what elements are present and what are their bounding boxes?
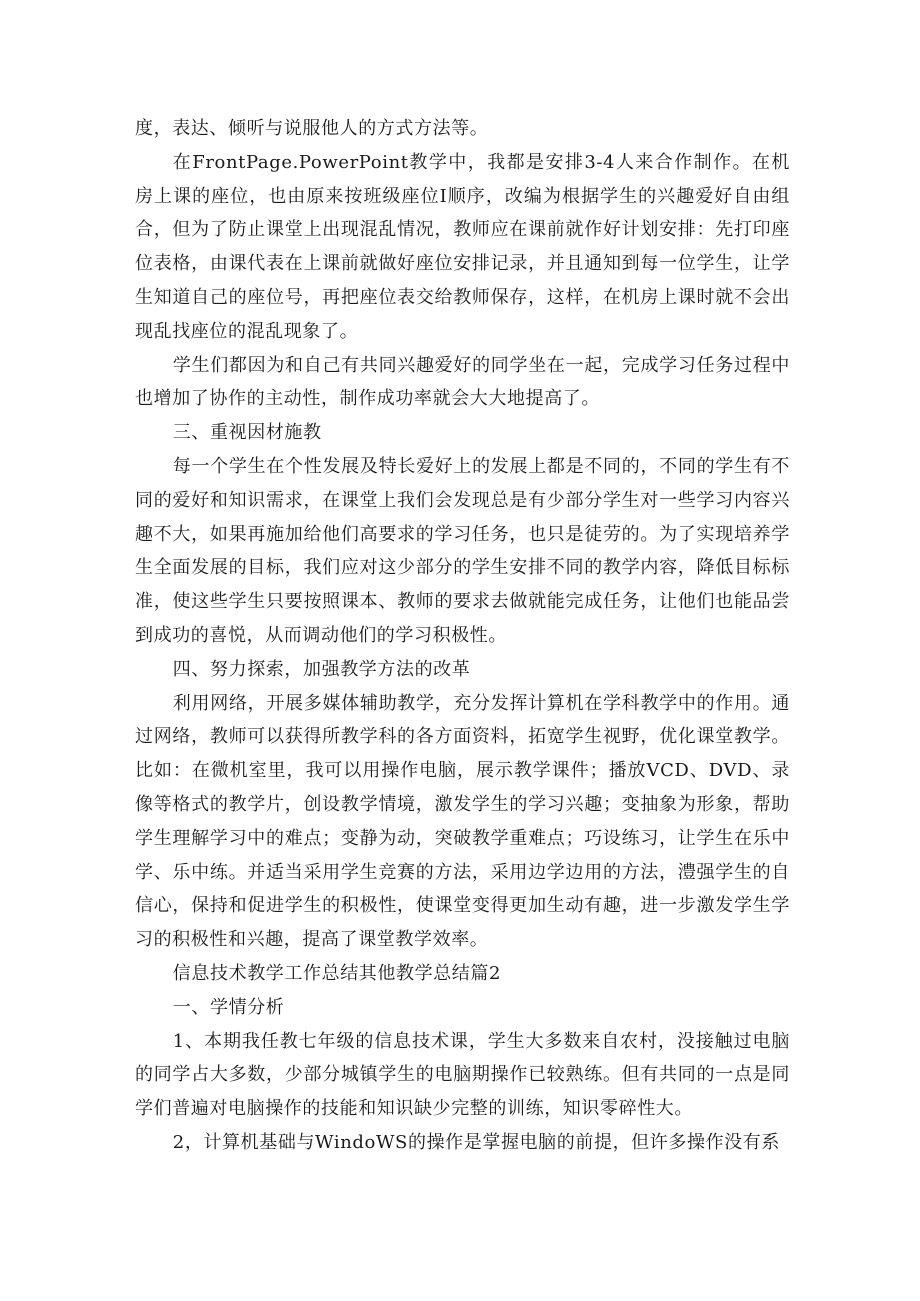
paragraph-student-analysis-1: 1、本期我任教七年级的信息技术课，学生大多数来自农村，没接触过电脑的同学占大多数，少部分城镇学生的电脑期操作已较熟练。但有共同的一点是同学们普遍对电脑操作的技能和知识缺少完整的训练，知识零碎性大。 — [135, 1030, 790, 1120]
article-subtitle: 信息技术教学工作总结其他教学总结篇2 — [172, 962, 502, 984]
section-heading-4: 四、努力探索，加强教学方法的改革 — [172, 658, 471, 680]
section-heading-3: 三、重视因材施教 — [172, 422, 322, 444]
paragraph-continuation: 度，表达、倾听与说服他人的方式方法等。 — [135, 118, 489, 139]
paragraph-shared-interest: 学生们都因为和自己有共同兴趣爱好的同学坐在一起，完成学习任务过程中也增加了协作的主动性，制作成功率就会大大地提高了。 — [135, 354, 790, 410]
document-body — [135, 112, 790, 1160]
paragraph-cooperative-seating: 在FrontPage.PowerPoint教学中，我都是安排3-4人来合作制作。在机房上课的座位，也由原来按班级座位I顺序，改编为根据学生的兴趣爱好自由组合，但为了防止课堂上出现混乱情况，教师应在课前就作好计划安排：先打印座位表格，由课代表在上课前就做好座位安排记录，并且通知到每一位学生，让学生知道自己的座位号，再把座位表交给教师保存，这样，在机房上课时就不会出现乱找座位的混乱现象了。 — [135, 151, 790, 342]
section-heading-1: 一、学情分析 — [172, 996, 285, 1018]
paragraph-multimedia-teaching: 利用网络，开展多媒体辅助教学，充分发挥计算机在学科教学中的作用。通过网络，教师可以获得所教学科的各方面资料，拓宽学生视野，优化课堂教学。比如：在微机室里，我可以用操作电脑，展示教学课件；播放VCD、DVD、录像等格式的教学片，创设教学情境，激发学生的学习兴趣；变抽象为形象，帮助学生理解学习中的难点；变静为动，突破教学重难点；巧设练习，让学生在乐中学、乐中练。并适当采用学生竞赛的方法，采用边学边用的方法，澧强学生的自信心，保持和促进学生的积极性，使课堂变得更加生动有趣，进一步激发学生学习的积极性和兴趣，提高了课堂教学效率。 — [135, 692, 790, 951]
paragraph-individual-needs: 每一个学生在个性发展及特长爱好上的发展上都是不同的，不同的学生有不同的爱好和知识需求，在课堂上我们会发现总是有少部分学生对一些学习内容兴趣不大，如果再施加给他们高要求的学习任务，也只是徒劳的。为了实现培养学生全面发展的目标，我们应对这少部分的学生安排不同的教学内容，降低目标标准，使这些学生只要按照课本、教师的要求去做就能完成任务，让他们也能品尝到成功的喜悦，从而调动他们的学习积极性。 — [135, 455, 790, 646]
paragraph-student-analysis-2: 2，计算机基础与WindoWS的操作是掌握电脑的前提，但许多操作没有系 — [172, 1131, 780, 1153]
